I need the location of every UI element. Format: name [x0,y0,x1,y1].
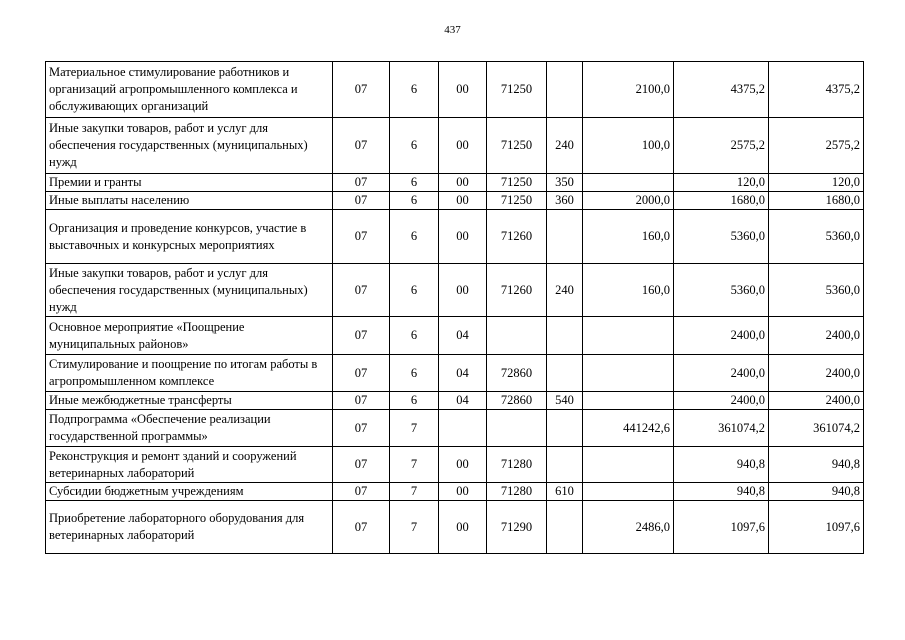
subprogram-code: 6 [390,210,439,264]
amount-2: 361074,2 [674,410,769,447]
event-code: 00 [439,174,487,192]
row-name: Иные межбюджетные трансферты [46,392,333,410]
amount-2: 940,8 [674,483,769,501]
row-name: Иные закупки товаров, работ и услуг для обеспечения государственных (муниципальных) нужд [46,118,333,174]
section-code: 07 [333,447,390,483]
direction-code: 71260 [487,210,547,264]
direction-code: 71280 [487,447,547,483]
expense-type-code: 360 [547,192,583,210]
subprogram-code: 7 [390,410,439,447]
expense-type-code [547,501,583,554]
row-name: Иные выплаты населению [46,192,333,210]
section-code: 07 [333,174,390,192]
section-code: 07 [333,483,390,501]
table-row [46,317,864,355]
table-row [46,501,864,554]
amount-1 [583,447,674,483]
direction-code: 71250 [487,174,547,192]
subprogram-code: 7 [390,501,439,554]
amount-1: 160,0 [583,210,674,264]
direction-code [487,317,547,355]
amount-2: 2400,0 [674,355,769,392]
event-code: 00 [439,264,487,317]
direction-code: 71280 [487,483,547,501]
table-row [46,192,864,210]
expense-type-code: 610 [547,483,583,501]
amount-2: 1680,0 [674,192,769,210]
direction-code: 71250 [487,62,547,118]
budget-table [45,61,864,554]
table-row [46,447,864,483]
expense-type-code: 350 [547,174,583,192]
amount-1: 441242,6 [583,410,674,447]
amount-2: 940,8 [674,447,769,483]
subprogram-code: 6 [390,118,439,174]
row-name: Иные закупки товаров, работ и услуг для обеспечения государственных (муниципальных) нужд [46,264,333,317]
event-code: 04 [439,317,487,355]
direction-code: 71250 [487,192,547,210]
row-name: Подпрограмма «Обеспечение реализации государственной программы» [46,410,333,447]
direction-code: 72860 [487,355,547,392]
amount-3: 120,0 [769,174,864,192]
amount-3: 5360,0 [769,264,864,317]
amount-2: 2400,0 [674,317,769,355]
table-row [46,392,864,410]
section-code: 07 [333,118,390,174]
amount-3: 940,8 [769,447,864,483]
expense-type-code: 240 [547,118,583,174]
section-code: 07 [333,410,390,447]
amount-3: 2575,2 [769,118,864,174]
event-code: 00 [439,62,487,118]
section-code: 07 [333,355,390,392]
table-row [46,174,864,192]
event-code: 00 [439,210,487,264]
row-name: Премии и гранты [46,174,333,192]
event-code: 04 [439,392,487,410]
subprogram-code: 6 [390,174,439,192]
direction-code: 71290 [487,501,547,554]
direction-code: 72860 [487,392,547,410]
event-code [439,410,487,447]
table-row [46,210,864,264]
expense-type-code [547,62,583,118]
table-row [46,264,864,317]
event-code: 00 [439,447,487,483]
page-number: 437 [444,24,461,36]
row-name: Субсидии бюджетным учреждениям [46,483,333,501]
amount-3: 2400,0 [769,317,864,355]
amount-3: 2400,0 [769,392,864,410]
amount-1 [583,355,674,392]
amount-3: 2400,0 [769,355,864,392]
amount-1: 100,0 [583,118,674,174]
amount-1 [583,317,674,355]
amount-2: 1097,6 [674,501,769,554]
amount-1 [583,483,674,501]
amount-1: 2000,0 [583,192,674,210]
row-name: Основное мероприятие «Поощрение муниципальных районов» [46,317,333,355]
amount-1 [583,392,674,410]
event-code: 00 [439,192,487,210]
section-code: 07 [333,192,390,210]
expense-type-code [547,210,583,264]
amount-3: 4375,2 [769,62,864,118]
table-row [46,118,864,174]
event-code: 04 [439,355,487,392]
amount-2: 4375,2 [674,62,769,118]
event-code: 00 [439,483,487,501]
amount-3: 1097,6 [769,501,864,554]
amount-3: 1680,0 [769,192,864,210]
table-row [46,355,864,392]
subprogram-code: 6 [390,355,439,392]
section-code: 07 [333,501,390,554]
amount-3: 361074,2 [769,410,864,447]
table-row [46,62,864,118]
subprogram-code: 6 [390,392,439,410]
amount-1: 2100,0 [583,62,674,118]
amount-3: 940,8 [769,483,864,501]
expense-type-code: 540 [547,392,583,410]
subprogram-code: 6 [390,192,439,210]
direction-code [487,410,547,447]
section-code: 07 [333,392,390,410]
amount-2: 5360,0 [674,264,769,317]
row-name: Реконструкция и ремонт зданий и сооружений ветеринарных лабораторий [46,447,333,483]
amount-1 [583,174,674,192]
amount-1: 2486,0 [583,501,674,554]
section-code: 07 [333,210,390,264]
subprogram-code: 7 [390,447,439,483]
table-row [46,483,864,501]
subprogram-code: 6 [390,264,439,317]
row-name: Стимулирование и поощрение по итогам работы в агропромышленном комплексе [46,355,333,392]
section-code: 07 [333,264,390,317]
subprogram-code: 6 [390,62,439,118]
amount-2: 2575,2 [674,118,769,174]
amount-2: 5360,0 [674,210,769,264]
table-row [46,410,864,447]
subprogram-code: 6 [390,317,439,355]
expense-type-code [547,410,583,447]
row-name: Организация и проведение конкурсов, участие в выставочных и конкурсных мероприятиях [46,210,333,264]
amount-2: 2400,0 [674,392,769,410]
expense-type-code [547,317,583,355]
direction-code: 71250 [487,118,547,174]
amount-3: 5360,0 [769,210,864,264]
row-name: Материальное стимулирование работников и организаций агропромышленного комплекса и обслуживающих организаций [46,62,333,118]
event-code: 00 [439,501,487,554]
subprogram-code: 7 [390,483,439,501]
direction-code: 71260 [487,264,547,317]
expense-type-code [547,355,583,392]
amount-1: 160,0 [583,264,674,317]
amount-2: 120,0 [674,174,769,192]
event-code: 00 [439,118,487,174]
expense-type-code [547,447,583,483]
section-code: 07 [333,317,390,355]
section-code: 07 [333,62,390,118]
expense-type-code: 240 [547,264,583,317]
row-name: Приобретение лабораторного оборудования для ветеринарных лабораторий [46,501,333,554]
